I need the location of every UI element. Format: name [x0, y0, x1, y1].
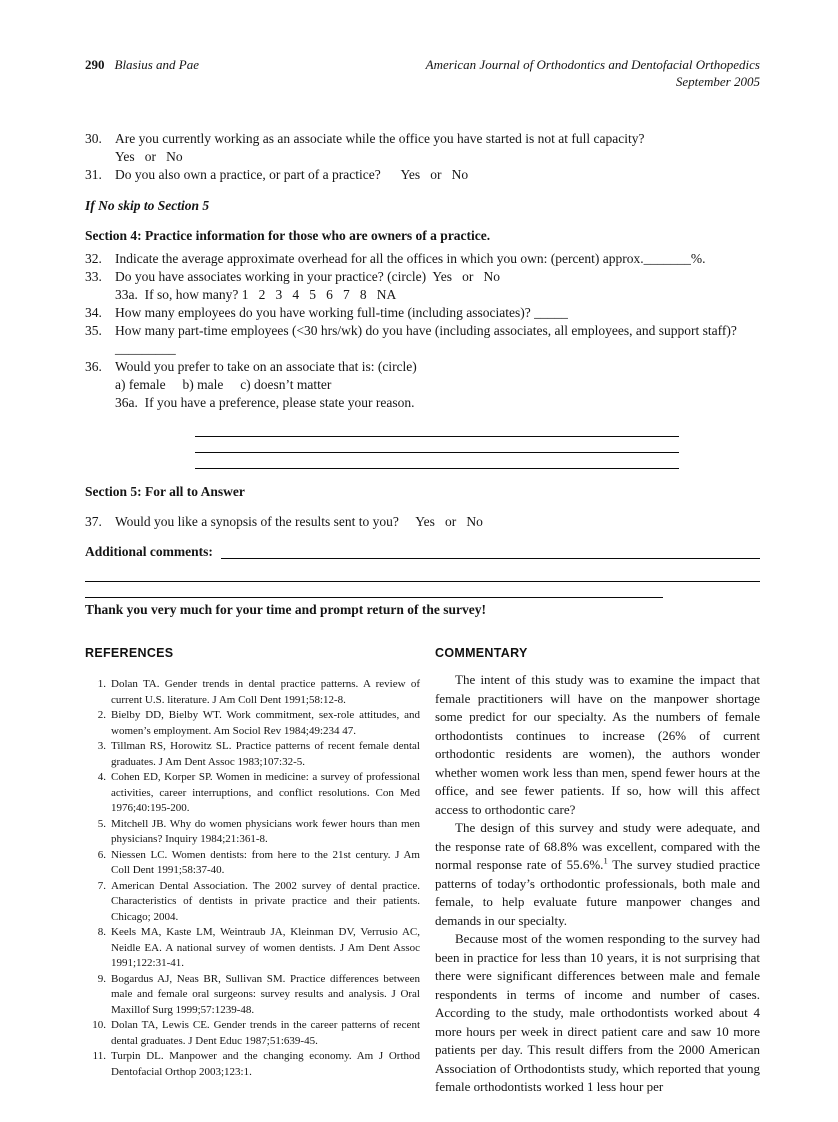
question-35 — [85, 322, 760, 358]
reference-text: Dolan TA, Lewis CE. Gender trends in the career patterns of recent dental graduates. J Dent Educ 1987;51:639-45. — [111, 1019, 420, 1047]
reference-item — [85, 817, 420, 848]
question-31-text: Do you also own a practice, or part of a practice? Yes or No — [115, 167, 469, 183]
references-list — [85, 677, 420, 1080]
skip-instruction: If No skip to Section 5 — [85, 198, 210, 214]
journal-name: American Journal of Orthodontics and Dentofacial Orthopedics — [425, 57, 760, 72]
running-head-right — [426, 56, 760, 90]
blank-response-line — [85, 582, 663, 598]
closing-thanks: Thank you very much for your time and prompt return of the survey! — [85, 602, 487, 618]
reference-number: 9. — [97, 972, 106, 985]
additional-comments-label: Additional comments: — [85, 544, 213, 560]
section-4-heading: Section 4: Practice information for those who are owners of a practice. — [85, 228, 491, 244]
reference-item — [85, 739, 420, 770]
question-34-number: 34. — [85, 305, 102, 321]
reference-number: 10. — [92, 1019, 106, 1032]
reference-number: 6. — [97, 848, 106, 861]
blank-response-line — [85, 561, 760, 582]
blank-response-line — [195, 453, 679, 469]
commentary-paragraph-3: Because most of the women responding to the survey had been in practice for less than 10 years, it is not surprising that there were significant differences between male and female respondents in terms of income and number of cases. According to the study, male orthodontists worked about 4 more hours per week in direct patient care and saw 10 more patients per day. This result differs from the 2000 American Association of Orthodontists study, which reported that young female orthodontists worked 1 less hour per — [435, 931, 760, 1095]
additional-comments-row — [85, 543, 760, 561]
commentary-heading: COMMENTARY — [435, 646, 528, 661]
reference-text: Dolan TA. Gender trends in dental practice patterns. A review of current U.S. literature. J Am Coll Dent 1991;58:12-8. — [111, 678, 420, 706]
reference-item — [85, 925, 420, 972]
reference-text: Cohen ED, Korper SP. Women in medicine: a survey of professional activities, career interruptions, and conflict resolutions. Con Med 1976;40:195-200. — [111, 771, 420, 815]
reference-item — [85, 879, 420, 926]
running-head — [85, 56, 760, 90]
question-35-text: How many part-time employees (<30 hrs/wk) do you have (including associates, all employees, and support staff)? _________ — [115, 323, 741, 357]
reference-text: American Dental Association. The 2002 survey of dental practice. Characteristics of dentists in private practice and their patients. Chicago; 2004. — [111, 879, 420, 923]
reference-number: 2. — [97, 709, 106, 722]
question-36-options: a) female b) male c) doesn’t matter — [115, 377, 332, 393]
page-number: 290 — [85, 57, 105, 72]
question-37 — [85, 513, 760, 531]
question-32-text: Indicate the average approximate overhead for all the offices in which you own: (percent) approx._______%. — [115, 251, 706, 267]
question-33-text: Do you have associates working in your practice? (circle) Yes or No — [115, 269, 501, 285]
commentary-column — [435, 646, 760, 1097]
commentary-paragraph-2 — [435, 819, 760, 930]
reference-number: 1. — [97, 678, 106, 691]
question-37-number: 37. — [85, 514, 102, 530]
reference-number: 11. — [92, 1050, 106, 1063]
question-31 — [85, 166, 760, 184]
reference-item — [85, 848, 420, 879]
references-heading: REFERENCES — [85, 646, 174, 661]
reference-item — [85, 972, 420, 1019]
question-35-number: 35. — [85, 323, 102, 339]
blank-response-line — [195, 421, 679, 437]
reference-item — [85, 1018, 420, 1049]
reference-item — [85, 1049, 420, 1080]
question-30 — [85, 130, 760, 148]
reference-number: 7. — [97, 879, 106, 892]
blank-response-line — [195, 437, 679, 453]
question-36-number: 36. — [85, 359, 102, 375]
question-32 — [85, 250, 760, 268]
blank-response-line — [221, 541, 760, 559]
question-36 — [85, 358, 760, 376]
question-36a-text: 36a. If you have a preference, please state your reason. — [115, 395, 415, 411]
question-33a-text: 33a. If so, how many? 1 2 3 4 5 6 7 8 NA — [115, 287, 397, 303]
running-authors: Blasius and Pae — [114, 57, 199, 72]
citation-superscript: 1 — [603, 855, 608, 866]
question-30-answer-options: Yes or No — [115, 149, 183, 165]
reference-text: Tillman RS, Horowitz SL. Practice patterns of recent female dental graduates. J Am Dent Assoc 1983;107:32-5. — [111, 740, 420, 768]
commentary-paragraph-1: The intent of this study was to examine the impact that female practitioners will have on the manpower shortage some predict for our specialty. As the numbers of female orthodontists continues to increase (26% of current orthodontic residents are women), the authors wonder whether women work less than men, spend fewer hours at the office, and see fewer patients. If so, how will this affect access to orthodontic care? — [435, 672, 760, 817]
survey-form — [85, 130, 760, 619]
question-30-text: Are you currently working as an associate while the office you have started is not at full capacity? — [115, 131, 645, 147]
back-matter-columns — [85, 646, 760, 1097]
references-column — [85, 646, 420, 1097]
question-32-number: 32. — [85, 251, 102, 267]
reference-text: Bogardus AJ, Neas BR, Sullivan SM. Practice differences between male and female oral surgeons: survey results and analysis. J Oral Maxillof Surg 1999;57:1239-48. — [111, 972, 420, 1016]
question-30-number: 30. — [85, 131, 102, 147]
reference-item — [85, 677, 420, 708]
question-37-text: Would you like a synopsis of the results sent to you? Yes or No — [115, 514, 483, 530]
running-head-left — [85, 56, 199, 90]
section-5-heading: Section 5: For all to Answer — [85, 484, 245, 500]
reference-text: Bielby DD, Bielby WT. Work commitment, sex-role attitudes, and women’s employment. Am Sociol Rev 1984;49:234 47. — [111, 709, 420, 737]
reference-item — [85, 770, 420, 817]
question-36a-response-lines — [195, 421, 679, 469]
commentary-paragraph-2-text: The design of this survey and study were adequate, and the response rate of 68.8% was excellent, compared with the normal response rate of 55.6%. — [435, 820, 760, 873]
reference-item — [85, 708, 420, 739]
question-34 — [85, 304, 760, 322]
reference-number: 3. — [97, 740, 106, 753]
question-34-text: How many employees do you have working full-time (including associates)? _____ — [115, 305, 568, 321]
question-36-text: Would you prefer to take on an associate that is: (circle) — [115, 359, 417, 375]
reference-number: 4. — [97, 771, 106, 784]
reference-text: Turpin DL. Manpower and the changing economy. Am J Orthod Dentofacial Orthop 2003;123:1. — [111, 1050, 420, 1078]
question-33 — [85, 268, 760, 286]
reference-text: Keels MA, Kaste LM, Weintraub JA, Kleinman DV, Verrusio AC, Neidle EA. A national survey of women dentists. J Am Dent Assoc 1991;122:31-41. — [111, 926, 420, 970]
question-33-number: 33. — [85, 269, 102, 285]
reference-number: 5. — [97, 817, 106, 830]
reference-number: 8. — [97, 926, 106, 939]
commentary-body — [435, 671, 760, 1097]
reference-text: Mitchell JB. Why do women physicians work fewer hours than men physicians? Inquiry 1984;21:361-8. — [111, 817, 420, 846]
question-31-number: 31. — [85, 167, 102, 183]
commentary-paragraph-2-continued: The survey studied practice patterns of today’s orthodontic professionals, both male and female, to help evaluate future manpower changes and demands in our specialty. — [435, 857, 760, 928]
reference-text: Niessen LC. Women dentists: from here to the 21st century. J Am Coll Dent 1991;58:37-40. — [111, 848, 420, 877]
issue-date: September 2005 — [675, 74, 760, 90]
